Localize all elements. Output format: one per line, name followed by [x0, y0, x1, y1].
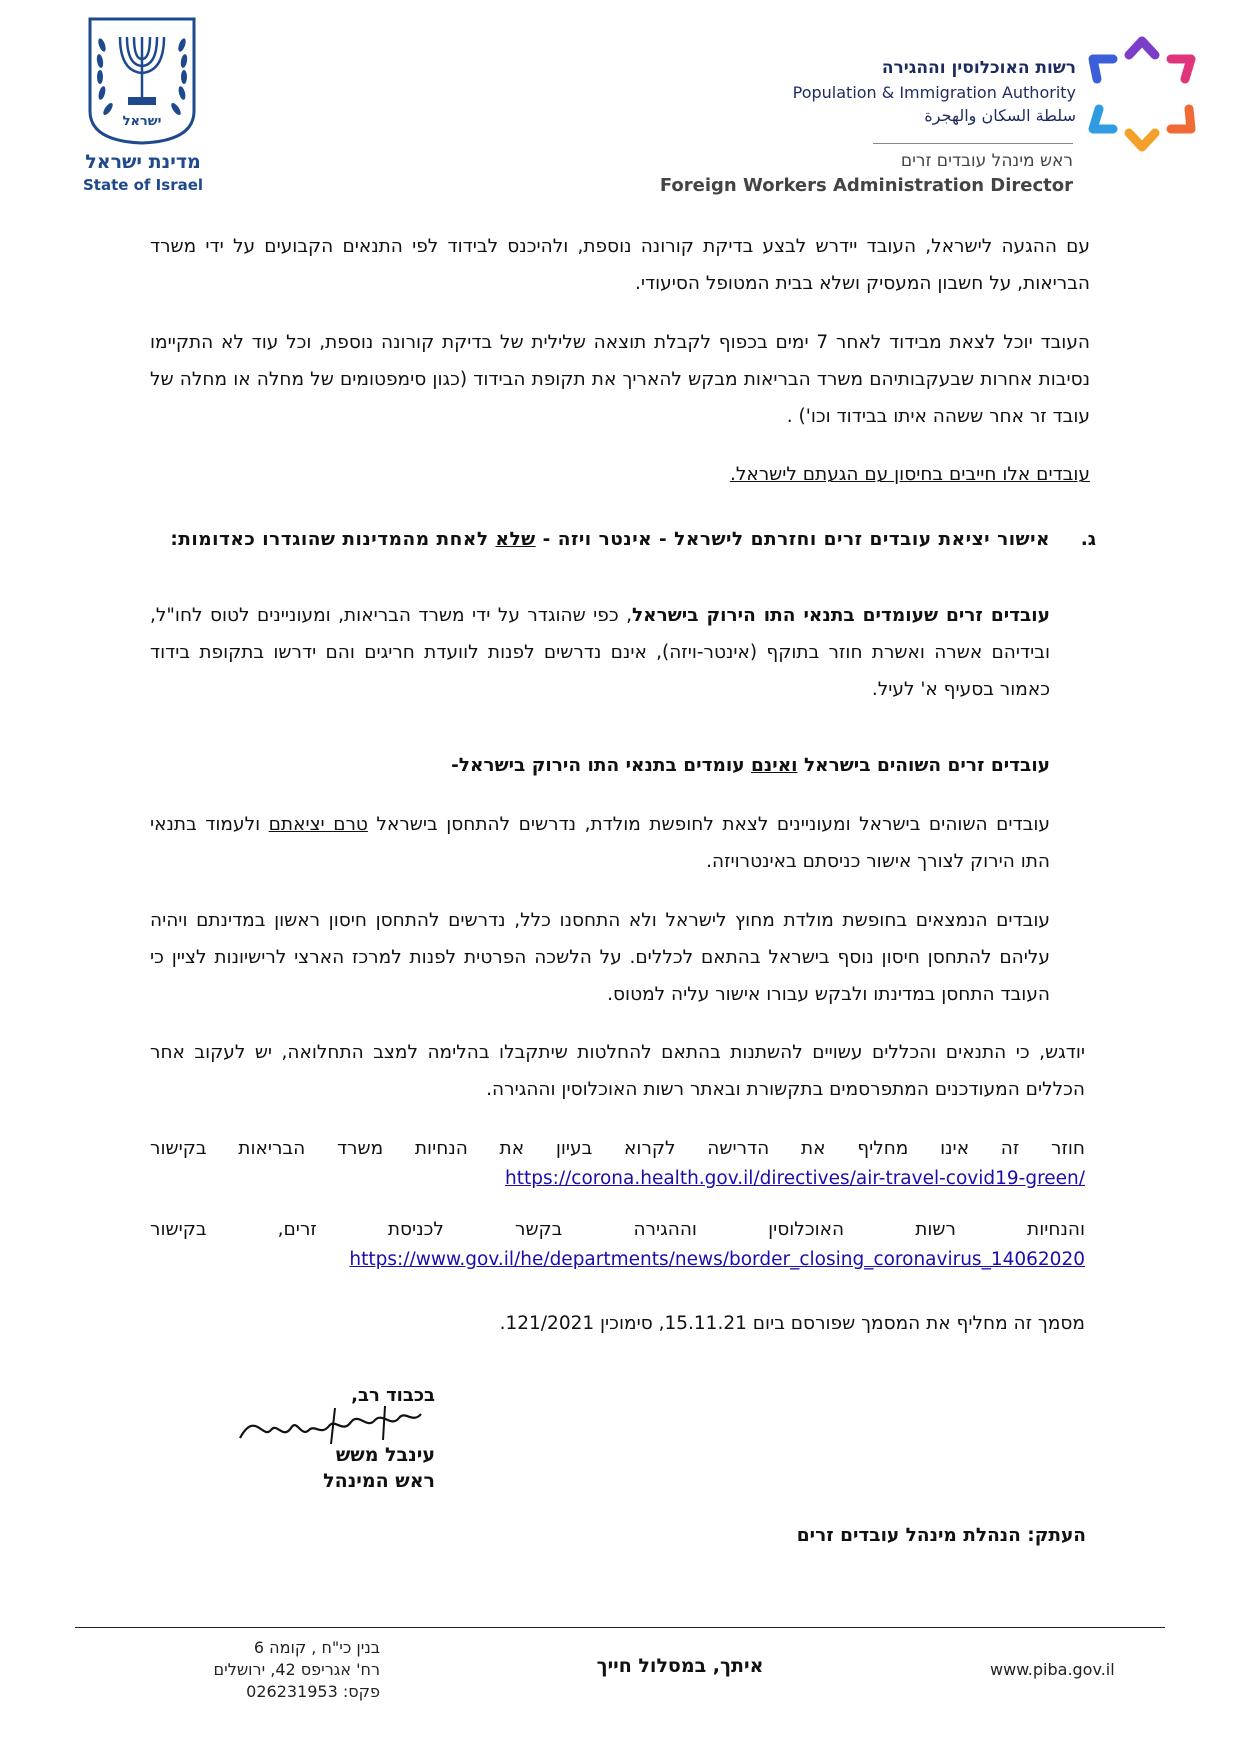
signature-block — [235, 1385, 435, 1492]
director-title-hebrew: ראש מינהל עובדים זרים — [900, 151, 1073, 171]
paragraph-rules-may-change: יודגש, כי התנאים והכללים עשויים להשתנות בהתאם להחלטות שיתקבלו בהלימה למצב התחלואה, יש לעקוב אחר הכללים המעודכנים המתפרסמים בתקשורת ובאתר רשות האוכלוסין וההגירה. — [150, 1042, 1085, 1100]
footer-address — [170, 1637, 380, 1703]
paragraph-green-pass-workers: עובדים זרים שעומדים בתנאי התו הירוק בישראל, כפי שהוגדר על ידי משרד הבריאות, ומעוניינים לטוס לחו"ל, ובידיהם אשרה ואשרת חוזר בתוקף (אינטר-ויזה), אינם נדרשים לפנות לוועדת חריגים והם ידרשו בתקופת בידוד כאמור בסעיף א' לעיל. — [150, 605, 1050, 700]
heading-non-green-pass: עובדים זרים השוהים בישראל ואינם עומדים בתנאי התו הירוק בישראל- — [451, 755, 1050, 776]
signature-regards: בכבוד רב, — [351, 1385, 435, 1406]
svg-text:ישראל: ישראל — [122, 114, 162, 129]
paragraph-document-replaces: מסמך זה מחליף את המסמך שפורסם ביום 15.11.21, סימוכין 121/2021. — [499, 1313, 1085, 1334]
emblem-label-hebrew: מדינת ישראל — [85, 151, 201, 173]
paragraph-isolation-release: העובד יוכל לצאת מבידוד לאחר 7 ימים בכפוף לקבלת תוצאה שלילית של בדיקת קורונה נוספת, וכל עוד לא התקיימו נסיבות אחרות שבעקבותיהם משרד הבריאות מבקש להאריך את תקופת הבידוד (כגון סימפטומים של מחלה או מחלה של עובד זר אחר ששהה איתו בבידוד וכו') . — [150, 332, 1090, 427]
section-g-letter: ג. — [1080, 529, 1096, 550]
signatory-name: עינבל משש — [335, 1444, 435, 1466]
paragraph-piba-link-text: והנחיות רשות האוכלוסין וההגירה בקשר לכניסת זרים, בקישור — [150, 1219, 1085, 1240]
handwritten-signature — [235, 1400, 435, 1450]
authority-name-block — [716, 58, 1076, 125]
health-ministry-link-line — [150, 1160, 1085, 1197]
paragraph-vaccinate-before-leaving: עובדים השוהים בישראל ומעוניינים לצאת לחופשת מולדת, נדרשים להתחסן בישראל טרם יציאתם ולעמוד בתנאי התו הירוק לצורך אישור כניסתם באינטרויזה. — [150, 814, 1050, 872]
piba-border-closing-link[interactable]: https://www.gov.il/he/departments/news/border_closing_coronavirus_14062020 — [349, 1249, 1085, 1270]
authority-name-english: Population & Immigration Authority — [792, 83, 1076, 102]
footer-website[interactable]: www.piba.gov.il — [990, 1660, 1115, 1679]
piba-link-line — [150, 1241, 1085, 1278]
paragraph-abroad-unvaccinated: עובדים הנמצאים בחופשת מולדת מחוץ לישראל ולא התחסנו כלל, נדרשים להתחסן חיסון ראשון במדינתם ויהיה עליהם להתחסן חיסון נוסף בישראל בהתאם לכללים. על הלשכה הפרטית לפנות למרכז הארצי לרישיונות לציין כי העובד התחסן במדינתו ולבקש עבורו אישור עליה למטוס. — [150, 910, 1050, 1005]
authority-name-arabic: سلطة السكان والهجرة — [924, 106, 1076, 125]
state-emblem — [86, 15, 198, 145]
footer-slogan: איתך, במסלול חייך — [596, 1655, 764, 1677]
paragraph-arrival-testing: עם ההגעה לישראל, העובד יידרש לבצע בדיקת קורונה נוספת, ולהיכנס לבידוד לפי התנאים הקבועים על ידי משרד הבריאות, על חשבון המעסיק ושלא בבית המטופל הסיעודי. — [150, 236, 1090, 294]
health-ministry-link[interactable]: https://corona.health.gov.il/directives/air-travel-covid19-green/ — [504, 1168, 1085, 1189]
signatory-title: ראש המינהל — [323, 1470, 435, 1492]
footer-address-street: רח' אגריפס 42, ירושלים — [213, 1660, 380, 1679]
vaccination-required-text: עובדים אלו חייבים בחיסון עם הגעתם לישראל. — [729, 464, 1090, 485]
paragraph-vaccination-required — [150, 456, 1090, 493]
section-g-title: אישור יציאת עובדים זרים וחזרתם לישראל - אינטר ויזה - שלא לאחת מהמדינות שהוגדרו כאדומות: — [170, 529, 1050, 550]
director-title-english: Foreign Workers Administration Director — [659, 175, 1073, 196]
authority-star-logo — [1085, 33, 1199, 155]
cc-line: העתק: הנהלת מינהל עובדים זרים — [796, 1525, 1086, 1546]
authority-name-hebrew: רשות האוכלוסין וההגירה — [881, 58, 1076, 78]
paragraph-health-ministry-link-text: חוזר זה אינו מחליף את הדרישה לקרוא בעיון את הנחיות משרד הבריאות בקישור — [150, 1138, 1085, 1159]
footer-fax: פקס: 026231953 — [246, 1682, 380, 1701]
footer-divider — [75, 1627, 1165, 1628]
emblem-label-english: State of Israel — [82, 176, 204, 194]
header-divider — [873, 143, 1073, 144]
footer-address-building: בנין כי"ח , קומה 6 — [253, 1638, 380, 1657]
